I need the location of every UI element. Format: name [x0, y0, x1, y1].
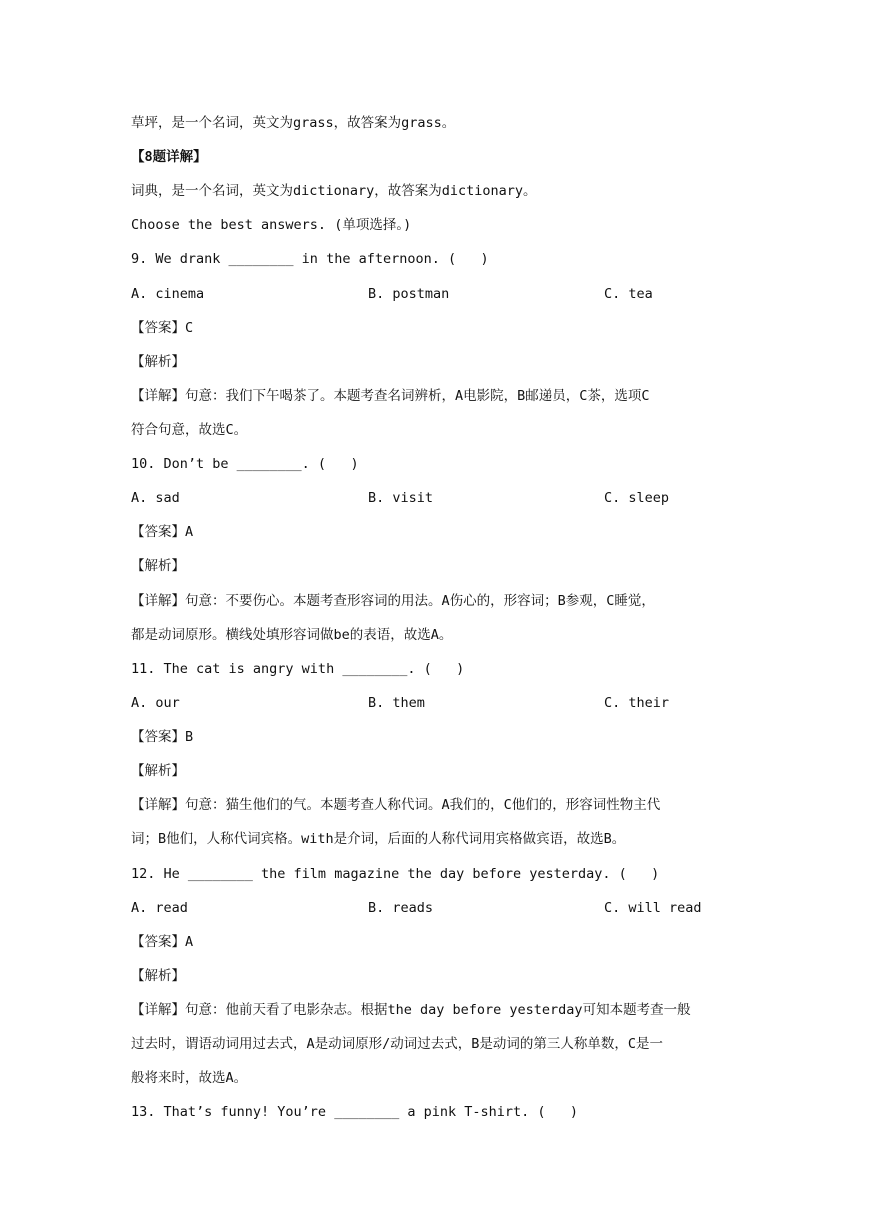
q10-option-b: B. visit	[368, 490, 434, 506]
q9-option-a: A. cinema	[131, 286, 205, 302]
q12-detail-line-1: 【详解】句意：他前天看了电影杂志。根据the day before yesterday可知本题考查一般	[131, 1002, 691, 1018]
q10-answer: 【答案】A	[131, 524, 194, 540]
q9-detail-line-1: 【详解】句意：我们下午喝茶了。本题考查名词辨析，A电影院，B邮递员，C茶，选项C	[131, 388, 650, 404]
q11-stem: 11. The cat is angry with ________. ( )	[131, 661, 465, 677]
q10-detail-line-2: 都是动词原形。横线处填形容词做be的表语，故选A。	[131, 627, 453, 643]
q9-analysis-heading: 【解析】	[131, 354, 185, 370]
q9-stem: 9. We drank ________ in the afternoon. ( )	[131, 251, 489, 267]
q12-stem: 12. He ________ the film magazine the day before yesterday. ( )	[131, 866, 660, 882]
q11-option-c: C. their	[604, 695, 670, 711]
q11-analysis-heading: 【解析】	[131, 763, 185, 779]
q12-analysis-heading: 【解析】	[131, 968, 185, 984]
q12-answer: 【答案】A	[131, 934, 194, 950]
q10-detail-line-1: 【详解】句意：不要伤心。本题考查形容词的用法。A伤心的，形容词；B参观，C睡觉，	[131, 593, 655, 609]
section-instruction: Choose the best answers. (单项选择。)	[131, 217, 412, 233]
q11-answer: 【答案】B	[131, 729, 194, 745]
q12-option-b: B. reads	[368, 900, 434, 916]
q9-answer: 【答案】C	[131, 320, 194, 336]
q11-detail-line-2: 词；B他们，人称代词宾格。with是介词，后面的人称代词用宾格做宾语，故选B。	[131, 831, 626, 847]
q10-option-c: C. sleep	[604, 490, 670, 506]
q12-detail-line-2: 过去时，谓语动词用过去式，A是动词原形/动词过去式，B是动词的第三人称单数，C是一	[131, 1036, 664, 1052]
q11-option-a: A. our	[131, 695, 180, 711]
q8-detail-heading: 【8题详解】	[131, 149, 207, 165]
q10-analysis-heading: 【解析】	[131, 558, 185, 574]
q10-stem: 10. Don’t be ________. ( )	[131, 456, 359, 472]
q10-option-a: A. sad	[131, 490, 180, 506]
q9-option-b: B. postman	[368, 286, 450, 302]
q11-option-b: B. them	[368, 695, 425, 711]
q13-stem: 13. That’s funny! You’re ________ a pink T-shirt. ( )	[131, 1104, 579, 1120]
q9-detail-line-2: 符合句意，故选C。	[131, 422, 248, 438]
q9-option-c: C. tea	[604, 286, 653, 302]
q12-detail-line-3: 般将来时，故选A。	[131, 1070, 248, 1086]
q11-detail-line-1: 【详解】句意：猫生他们的气。本题考查人称代词。A我们的，C他们的，形容词性物主代	[131, 797, 661, 813]
q12-option-a: A. read	[131, 900, 188, 916]
q7-explanation-tail: 草坪，是一个名词，英文为grass，故答案为grass。	[131, 115, 456, 131]
q8-explanation: 词典，是一个名词，英文为dictionary，故答案为dictionary。	[131, 183, 537, 199]
q12-option-c: C. will read	[604, 900, 702, 916]
